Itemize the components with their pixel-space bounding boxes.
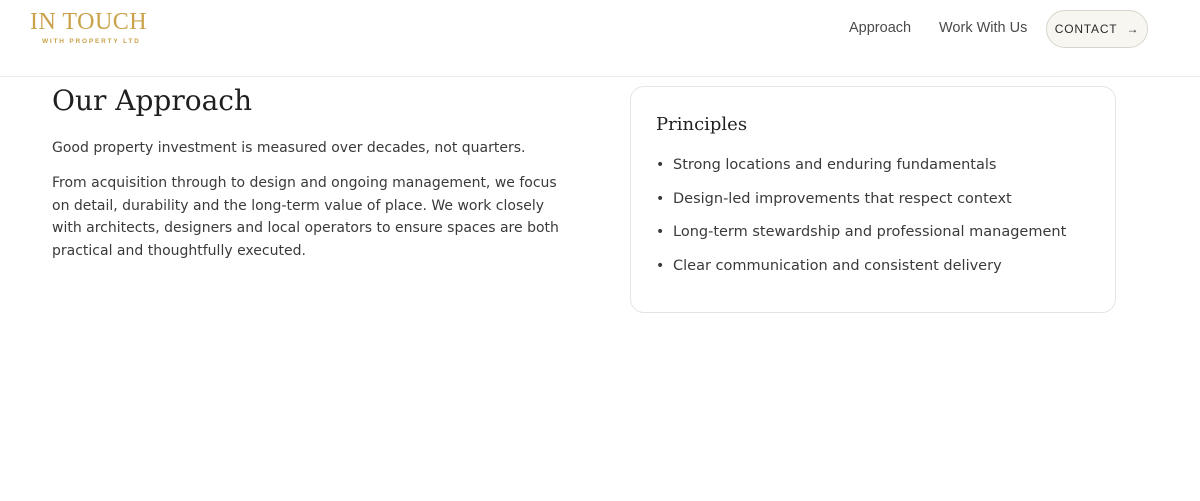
list-item xyxy=(656,187,1066,221)
principles-title: Principles xyxy=(656,114,748,135)
bullet-icon: • xyxy=(656,224,665,240)
logo[interactable] xyxy=(30,9,170,49)
logo-main-text: IN TOUCH xyxy=(30,9,148,35)
list-item xyxy=(656,220,1066,254)
principles-list xyxy=(656,153,1066,287)
logo-sub-text: WITH PROPERTY LTD xyxy=(42,38,141,45)
principle-text: Clear communication and consistent delivery xyxy=(673,257,1002,274)
contact-button[interactable] xyxy=(1046,10,1148,48)
page-title: Our Approach xyxy=(52,84,252,117)
bullet-icon: • xyxy=(656,257,665,274)
principles-card xyxy=(630,86,1116,313)
principle-text: Long-term stewardship and professional management xyxy=(673,224,1067,240)
nav-link-work-with-us[interactable]: Work With Us xyxy=(939,20,1028,36)
body-text: From acquisition through to design and ongoing management, we focus on detail, durability and the long-term value of place. We work closely with architects, designers and local operators to ensure spaces are both practical and thoughtfully executed. xyxy=(52,175,559,259)
nav-link-approach[interactable]: Approach xyxy=(849,20,912,36)
contact-button-label: CONTACT xyxy=(1054,22,1118,36)
principle-text: Design-led improvements that respect context xyxy=(673,190,1012,207)
bullet-icon: • xyxy=(656,190,665,207)
list-item xyxy=(656,153,1066,187)
site-header xyxy=(0,0,1200,77)
bullet-icon: • xyxy=(656,157,665,173)
intro-text: Good property investment is measured over decades, not quarters. xyxy=(52,140,526,156)
arrow-right-icon: → xyxy=(1126,22,1140,36)
list-item xyxy=(656,254,1066,288)
principle-text: Strong locations and enduring fundamentals xyxy=(673,157,997,173)
